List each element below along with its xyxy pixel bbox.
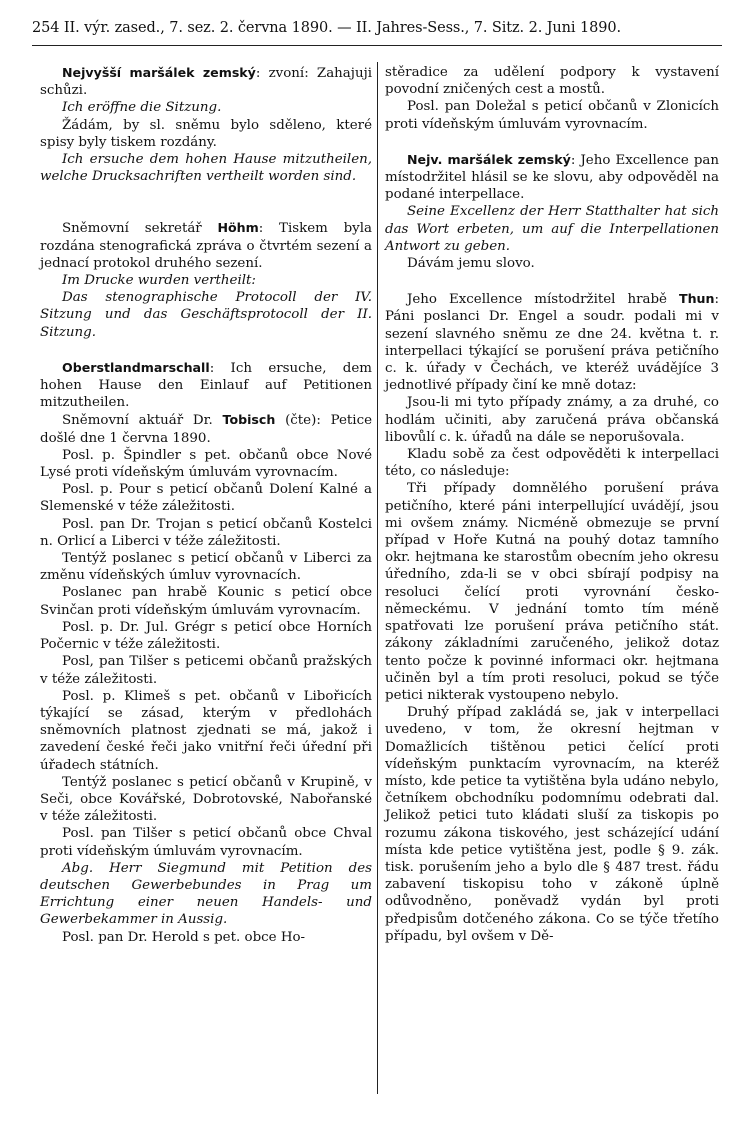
paragraph-text: : zvoní: Zahajuji schůzi. <box>40 66 373 99</box>
paragraph <box>385 151 719 204</box>
speaker-name: Höhm <box>217 220 259 236</box>
paragraph: Ich ersuche dem hohen Hause mitzutheilen, welche Drucksachriften vertheilt worden sind. <box>40 152 372 185</box>
paragraph <box>40 64 372 99</box>
paragraph <box>40 411 372 446</box>
paragraph: Druhý případ zakládá se, jak v interpellaci uvedeno, v tom, že okresní hejtman v Domažlicích tištěnou petici čelící proti vídeňským punktacím vyrovnacím, na kteréž místo, kde petice ta vytištěna byla udáno nebylo, četníkem obchodníku podomnímu odebrati dal. Jelikož petici tuto kládati sluší za tiskopis po rozumu zákona tiskového, jest scházející udání místa kde petice vytištěna jest, podle § 9. zák. tisk. porušením jeho a bylo dle § 487 trest. řádu zabavení tiskopisu toho v zákoně úplně odůvodněno, poněvadž vydán byl proti předpisům dotčeného zákona. Co se týče třetího případu, byl ovšem v Dě- <box>385 705 719 944</box>
petition-entry: Posl. pan Tilšer s peticí občanů obce Chval proti vídeňským úmluvám vyrovnacím. <box>40 826 372 859</box>
paragraph: stěradice za udělení podpory k vystavení povodní zničených cest a mostů. <box>385 65 719 98</box>
petition-entry: Posl. p. Dr. Jul. Grégr s peticí obce Horních Počernic v téže záležitosti. <box>40 619 372 653</box>
right-column <box>385 64 719 945</box>
petition-entry: Posl. p. Špindler s pet. občanů obce Nové Lysé proti vídeňským úmluvám vyrovnacím. <box>40 447 372 481</box>
petition-entry: Posl. pan Doležal s peticí občanů v Zlonicích proti vídeňským úmluvám vyrovnacím. <box>385 99 719 132</box>
petition-entry: Abg. Herr Siegmund mit Petition des deutschen Gewerbebundes in Prag um Errichtung einer neuen Handels- und Gewerbekammer in Aussig. <box>40 860 372 928</box>
paragraph: Seine Excellenz der Herr Statthalter hat sich das Wort erbeten, um auf die Interpellationen Antwort zu geben. <box>385 204 719 254</box>
paragraph-text: : Páni poslanci Dr. Engel a soudr. podali mi v sezení slavného sněmu ze dne 24. května t. r. interpellaci týkající se porušení práva petičního c. k. úřady v Čechách, ve kteréž uvádějíce 3 jednotlivé případy činí ke mně dotaz: <box>385 292 719 394</box>
column-divider <box>377 62 378 1094</box>
paragraph: Das stenographische Protocoll der IV. Sitzung und das Geschäftsprotocoll der II. Sitzung. <box>40 290 372 340</box>
paragraph-text: : Tiskem byla rozdána stenografická zpráva o čtvrtém sezení a jednací protokol druhého sezení. <box>40 221 372 271</box>
paragraph-text: : Jeho Excellence pan místodržitel hlásil se ke slovu, aby odpověděl na podané interpellace. <box>385 152 719 203</box>
paragraph: Kladu sobě za čest odpověděti k interpellaci této, co následuje: <box>385 447 719 480</box>
petition-entry: Posl. p. Pour s peticí občanů Dolení Kalné a Slemenské v téže záležitosti. <box>40 482 372 515</box>
paragraph <box>40 359 372 412</box>
paragraph <box>385 290 719 394</box>
petition-entry: Poslanec pan hrabě Kounic s peticí obce Svinčan proti vídeňským úmluvám vyrovnacím. <box>40 585 372 618</box>
paragraph: Jsou-li mi tyto případy známy, a za druhé, co hodlám učiniti, aby zaručená práva občanská libovůlí c. k. úřadů na dále se neporušovala. <box>385 395 719 445</box>
paragraph-text: (čte): Petice došlé dne 1 června 1890. <box>40 413 372 446</box>
header-rule <box>32 45 722 46</box>
left-column <box>40 64 372 946</box>
paragraph-lead: Sněmovní aktuář Dr. <box>62 413 223 429</box>
paragraph-text: : Ich ersuche, dem hohen Hause den Einlauf auf Petitionen mitzutheilen. <box>40 360 372 411</box>
petition-entry: Tentýž poslanec s peticí občanů v Krupině, v Seči, obce Kovářské, Dobrotovské, Nabořanské v téže záležitosti. <box>40 774 372 825</box>
petition-entry: Posl. pan Dr. Trojan s peticí občanů Kostelci n. Orlicí a Liberci v téže záležitosti. <box>40 516 372 549</box>
petition-entry: Posl. pan Dr. Herold s pet. obce Ho- <box>62 929 306 945</box>
paragraph: Žádám, by sl. sněmu bylo sděleno, které spisy byly tiskem rozdány. <box>40 117 372 150</box>
paragraph-lead: Sněmovní sekretář <box>62 221 218 237</box>
petition-entry: Posl. p. Klimeš s pet. občanů v Libořicích týkající se zásad, kterým v předlohách sněmovních platnost zjednati se má, jakož i zavedení české řeči jako vnitřní řeči úřední při úřadech státních. <box>40 688 372 773</box>
speaker-name: Thun <box>678 291 715 307</box>
speaker-name: Nejvyšší maršálek zemský <box>62 65 256 80</box>
speaker-name: Oberstlandmarschall <box>62 359 210 375</box>
petition-entry: Posl, pan Tilšer s peticemi občanů pražských v téže záležitosti. <box>40 654 372 687</box>
paragraph <box>40 219 372 272</box>
paragraph-lead: Jeho Excellence místodržitel hrabě <box>407 292 679 308</box>
paragraph: Tři případy domnělého porušení práva petičního, které páni interpellující uvádějí, jsou mi ovšem známy. Nicméně obmezuje se první případ v Hoře Kutná na pouhý dotaz tamního okr. hejtmana ke starostům obecním jeho okresu úředního, zda-li se v obci sbírají podpisy na resoluci čelící proti vyrovnání česko-německému. V jednání tomto tím méně spatřovati lze porušení práva petičního stát. zákony základními zaručeného, jelikož dotaz tento počze k povinné informaci okr. hejtmana učiněn byl a tím proti resoluci, pokud se týče petici nikterak vystoupeno nebylo. <box>385 481 719 703</box>
speaker-name: Nejv. maršálek zemský <box>407 151 571 167</box>
paragraph: Im Drucke wurden vertheilt: <box>62 273 256 289</box>
paragraph: Ich eröffne die Sitzung. <box>62 100 222 116</box>
page-header: 254 II. výr. zased., 7. sez. 2. června 1890. — II. Jahres-Sess., 7. Sitz. 2. Juni 1890. <box>32 20 621 36</box>
petition-entry: Tentýž poslanec s peticí občanů v Liberci za změnu vídeňských úmluv vyrovnacích. <box>40 551 372 584</box>
speaker-name: Tobisch <box>222 412 276 428</box>
paragraph: Dávám jemu slovo. <box>407 256 535 272</box>
